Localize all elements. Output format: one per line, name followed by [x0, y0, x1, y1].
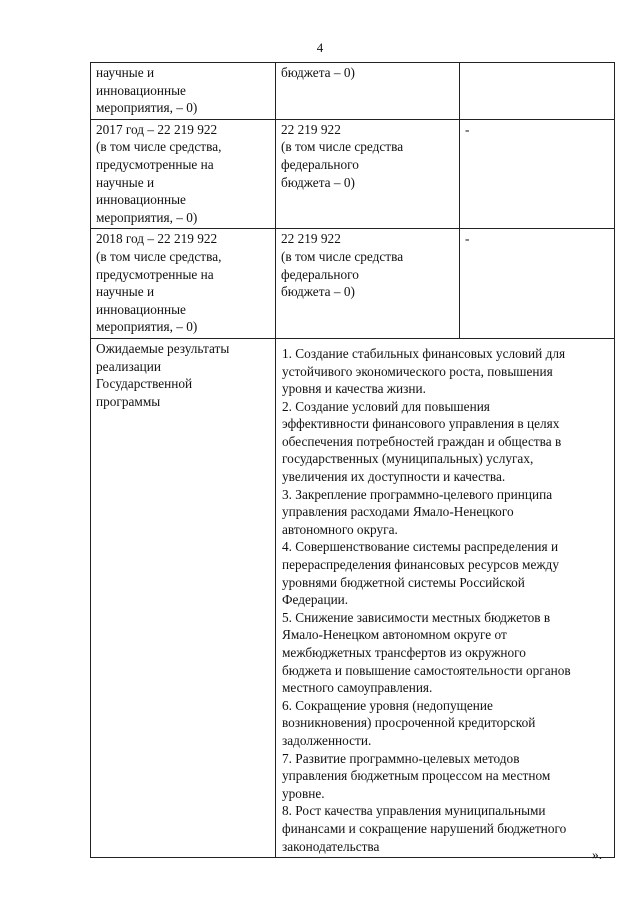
results-line: уровнями бюджетной системы Российской — [282, 574, 525, 590]
cell-line: научные и — [96, 65, 155, 80]
results-line: 2. Создание условий для повышения — [282, 398, 490, 414]
results-line: бюджета и повышение самостоятельности органов — [282, 662, 571, 678]
cell-line: мероприятия, – 0) — [96, 209, 198, 225]
cell-description — [91, 63, 276, 120]
results-line: 3. Закрепление программно-целевого принципа — [282, 486, 553, 502]
results-line: задолженности. — [282, 732, 372, 748]
program-table — [90, 62, 615, 858]
results-line: межбюджетных трансфертов из окружного — [282, 645, 526, 660]
table-row — [91, 63, 615, 120]
cell-line: предусмотренные на — [96, 266, 214, 282]
cell-line: предусмотренные на — [96, 156, 214, 172]
results-line: увеличения их доступности и качества. — [282, 469, 506, 485]
cell-line: инновационные — [96, 82, 186, 98]
table-row — [91, 229, 615, 339]
results-label-line: реализации — [96, 358, 161, 374]
results-line: 4. Совершенствование системы распределения и — [282, 539, 559, 555]
cell-line: инновационные — [96, 301, 186, 317]
cell-federal-budget — [276, 119, 460, 229]
cell-line: (в том числе средства, — [96, 139, 222, 155]
results-line: 5. Снижение зависимости местных бюджетов в — [282, 609, 551, 625]
cell-other — [460, 229, 615, 339]
page-number: 4 — [316, 40, 324, 55]
cell-federal-budget — [276, 63, 460, 120]
cell-line: (в том числе средства, — [96, 248, 222, 264]
results-line: Ямало-Ненецком автономном округе от — [282, 627, 507, 643]
cell-line: бюджета – 0) — [281, 284, 355, 300]
results-line: 6. Сокращение уровня (недопущение — [282, 697, 493, 713]
results-line: 1. Создание стабильных финансовых условий для — [282, 345, 566, 361]
results-line: возникновения) просроченной кредиторской — [282, 715, 536, 731]
results-label-cell — [91, 338, 276, 857]
cell-line: бюджета – 0) — [281, 65, 355, 80]
results-line: эффективности финансового управления в целях — [282, 416, 560, 432]
cell-line: 2018 год – 22 219 922 — [96, 231, 218, 247]
cell-line: 2017 год – 22 219 922 — [96, 121, 218, 137]
results-content-cell — [276, 338, 615, 857]
results-label-line: Государственной — [96, 376, 193, 392]
results-line: управления бюджетным процессом на местном — [282, 768, 551, 784]
table-row — [91, 119, 615, 229]
cell-other — [460, 63, 615, 120]
cell-line: 22 219 922 — [281, 231, 341, 247]
results-line: финансами и сокращение нарушений бюджетного — [282, 820, 567, 836]
cell-description — [91, 119, 276, 229]
cell-line: 22 219 922 — [281, 121, 341, 137]
cell-line: федерального — [281, 266, 359, 282]
cell-line: - — [465, 121, 470, 137]
cell-other — [460, 119, 615, 229]
results-label-line: программы — [96, 393, 161, 409]
cell-line: - — [465, 231, 470, 247]
results-line: уровня и качества жизни. — [282, 381, 426, 397]
results-line: законодательства — [282, 838, 380, 854]
cell-line: научные и — [96, 174, 155, 190]
cell-federal-budget — [276, 229, 460, 339]
cell-line: научные и — [96, 284, 155, 300]
cell-line: инновационные — [96, 192, 186, 208]
cell-line: федерального — [281, 156, 359, 172]
results-line: перераспределения финансовых ресурсов между — [282, 557, 559, 573]
results-line: 8. Рост качества управления муниципальными — [282, 803, 546, 819]
cell-line: мероприятия, – 0) — [96, 100, 198, 116]
cell-description — [91, 229, 276, 339]
cell-line: мероприятия, – 0) — [96, 319, 198, 335]
table-row-expected-results — [91, 338, 615, 857]
results-line: обеспечения потребностей граждан и общества в — [282, 433, 562, 449]
results-line: 7. Развитие программно-целевых методов — [282, 750, 520, 766]
results-label-line: Ожидаемые результаты — [96, 340, 230, 356]
results-line: автономного округа. — [282, 521, 398, 537]
closing-quote-mark: ». — [592, 847, 603, 862]
results-line: уровне. — [282, 785, 325, 801]
results-line: Федерации. — [282, 592, 349, 608]
results-line: местного самоуправления. — [282, 680, 433, 696]
cell-line: бюджета – 0) — [281, 174, 355, 190]
results-line: государственных (муниципальных) услугах, — [282, 451, 534, 467]
results-line: управления расходами Ямало-Ненецкого — [282, 504, 514, 520]
results-line: устойчивого экономического роста, повышения — [282, 363, 553, 379]
cell-line: (в том числе средства — [281, 139, 404, 155]
cell-line: (в том числе средства — [281, 248, 404, 264]
